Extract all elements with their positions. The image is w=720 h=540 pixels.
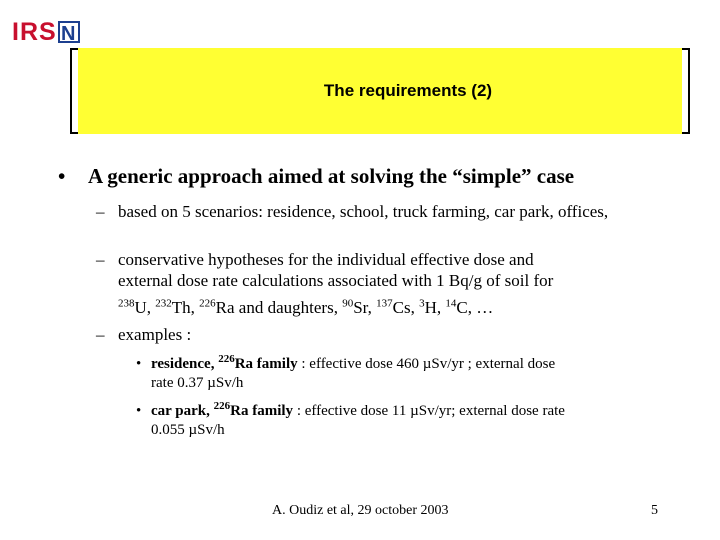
title-banner [78, 48, 682, 134]
footer-citation: A. Oudiz et al, 29 october 2003 [272, 503, 449, 518]
main-bullet: • A generic approach aimed at solving the “simple” case [58, 164, 575, 188]
main-bullet-text: A generic approach aimed at solving the “simple” case [88, 164, 575, 188]
slide-title: The requirements (2) [323, 81, 493, 100]
page-number: 5 [651, 503, 658, 518]
irsn-logo: IRS N [12, 18, 80, 46]
nuclide-list: $^{238}$U, $^{232}$Th, $^{226}$Ra and daughters, $^{90}$Sr, $^{137}$Cs, $^3$H, $^{14}$C, … [118, 297, 494, 317]
